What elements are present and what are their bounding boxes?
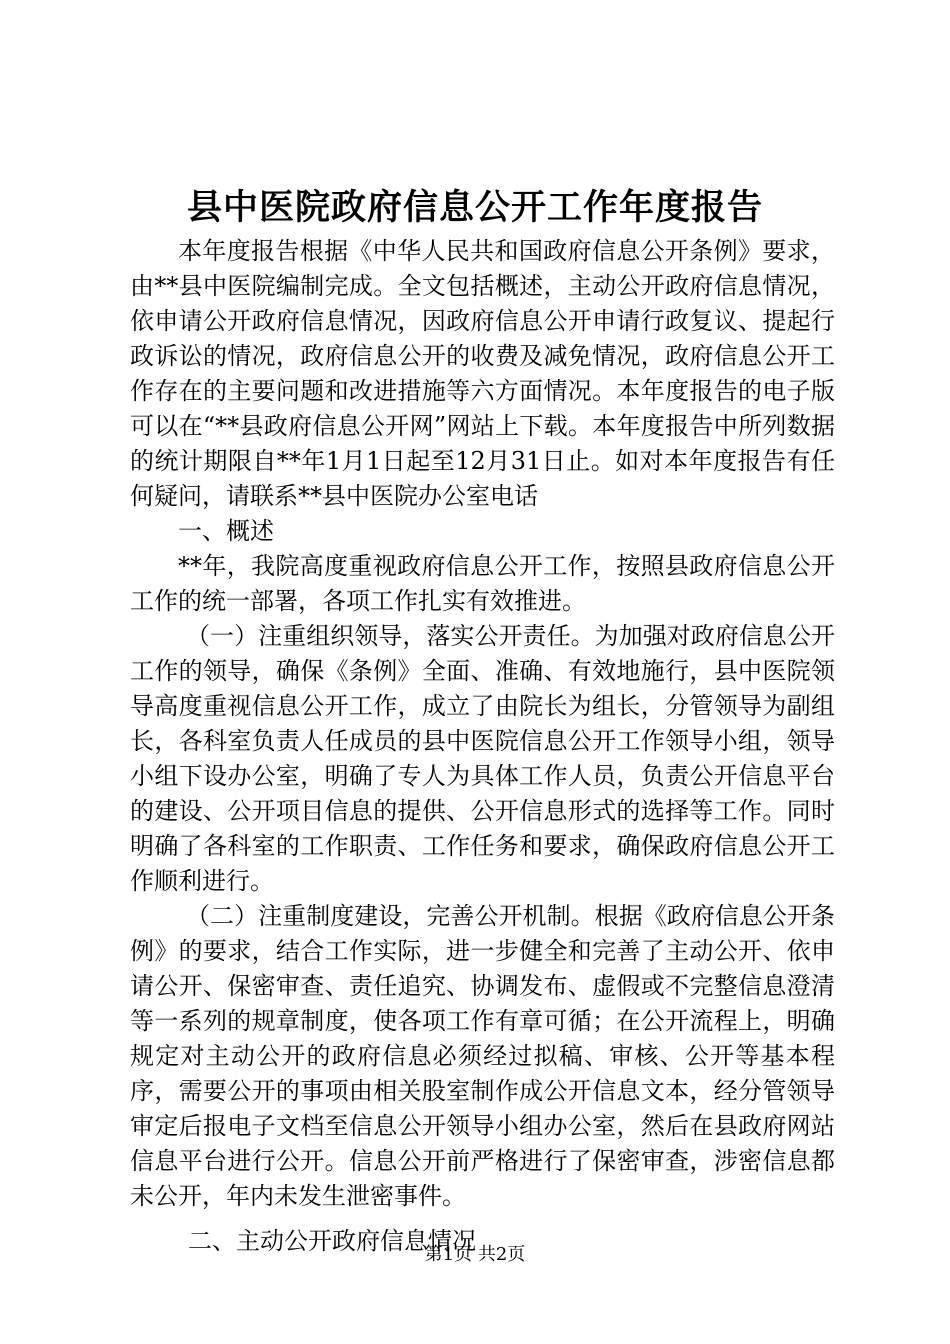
intro-paragraph: 本年度报告根据《中华人民共和国政府信息公开条例》要求，由**县中医院编制完成。全文包括概述，主动公开政府信息情况，依申请公开政府信息情况，因政府信息公开申请行政复议、提起行政诉讼的情况，政府信息公开的收费及减免情况，政府信息公开工作存在的主要问题和改进措施等六方面情况。本年度报告的电子版可以在“**县政府信息公开网”网站上下载。本年度报告中所列数据的统计期限自**年1月1日起至12月31日止。如对本年度报告有任何疑问，请联系**县中医院办公室电话 xyxy=(130,237,835,510)
section-heading-overview: 一、概述 xyxy=(178,517,274,545)
section-heading-active-disclosure: 二、主动公开政府信息情况 xyxy=(188,1227,476,1255)
overview-paragraph: **年，我院高度重视政府信息公开工作，按照县政府信息公开工作的统一部署，各项工作扎实有效推进。 xyxy=(130,552,835,615)
page-title: 县中医院政府信息公开工作年度报告 xyxy=(186,187,763,228)
page-footer: 第1页 共2页 xyxy=(424,1244,526,1265)
document-body xyxy=(130,234,835,1259)
subsection-organization-paragraph: （一）注重组织领导，落实公开责任。为加强对政府信息公开工作的领导，确保《条例》全面、准确、有效地施行，县中医院领导高度重视信息公开工作，成立了由院长为组长，分管领导为副组长，各科室负责人任成员的县中医院信息公开工作领导小组，领导小组下设办公室，明确了专人为具体工作人员，负责公开信息平台的建设、公开项目信息的提供、公开信息形式的选择等工作。同时明确了各科室的工作职责、工作任务和要求，确保政府信息公开工作顺利进行。 xyxy=(130,622,835,895)
subsection-system-paragraph: （二）注重制度建设，完善公开机制。根据《政府信息公开条例》的要求，结合工作实际，进一步健全和完善了主动公开、依申请公开、保密审查、责任追究、协调发布、虚假或不完整信息澄清等一系列的规章制度，使各项工作有章可循；在公开流程上，明确规定对主动公开的政府信息必须经过拟稿、审核、公开等基本程序，需要公开的事项由相关股室制作成公开信息文本，经分管领导审定后报电子文档至信息公开领导小组办公室，然后在县政府网站信息平台进行公开。信息公开前严格进行了保密审查，涉密信息都未公开，年内未发生泄密事件。 xyxy=(130,902,835,1210)
